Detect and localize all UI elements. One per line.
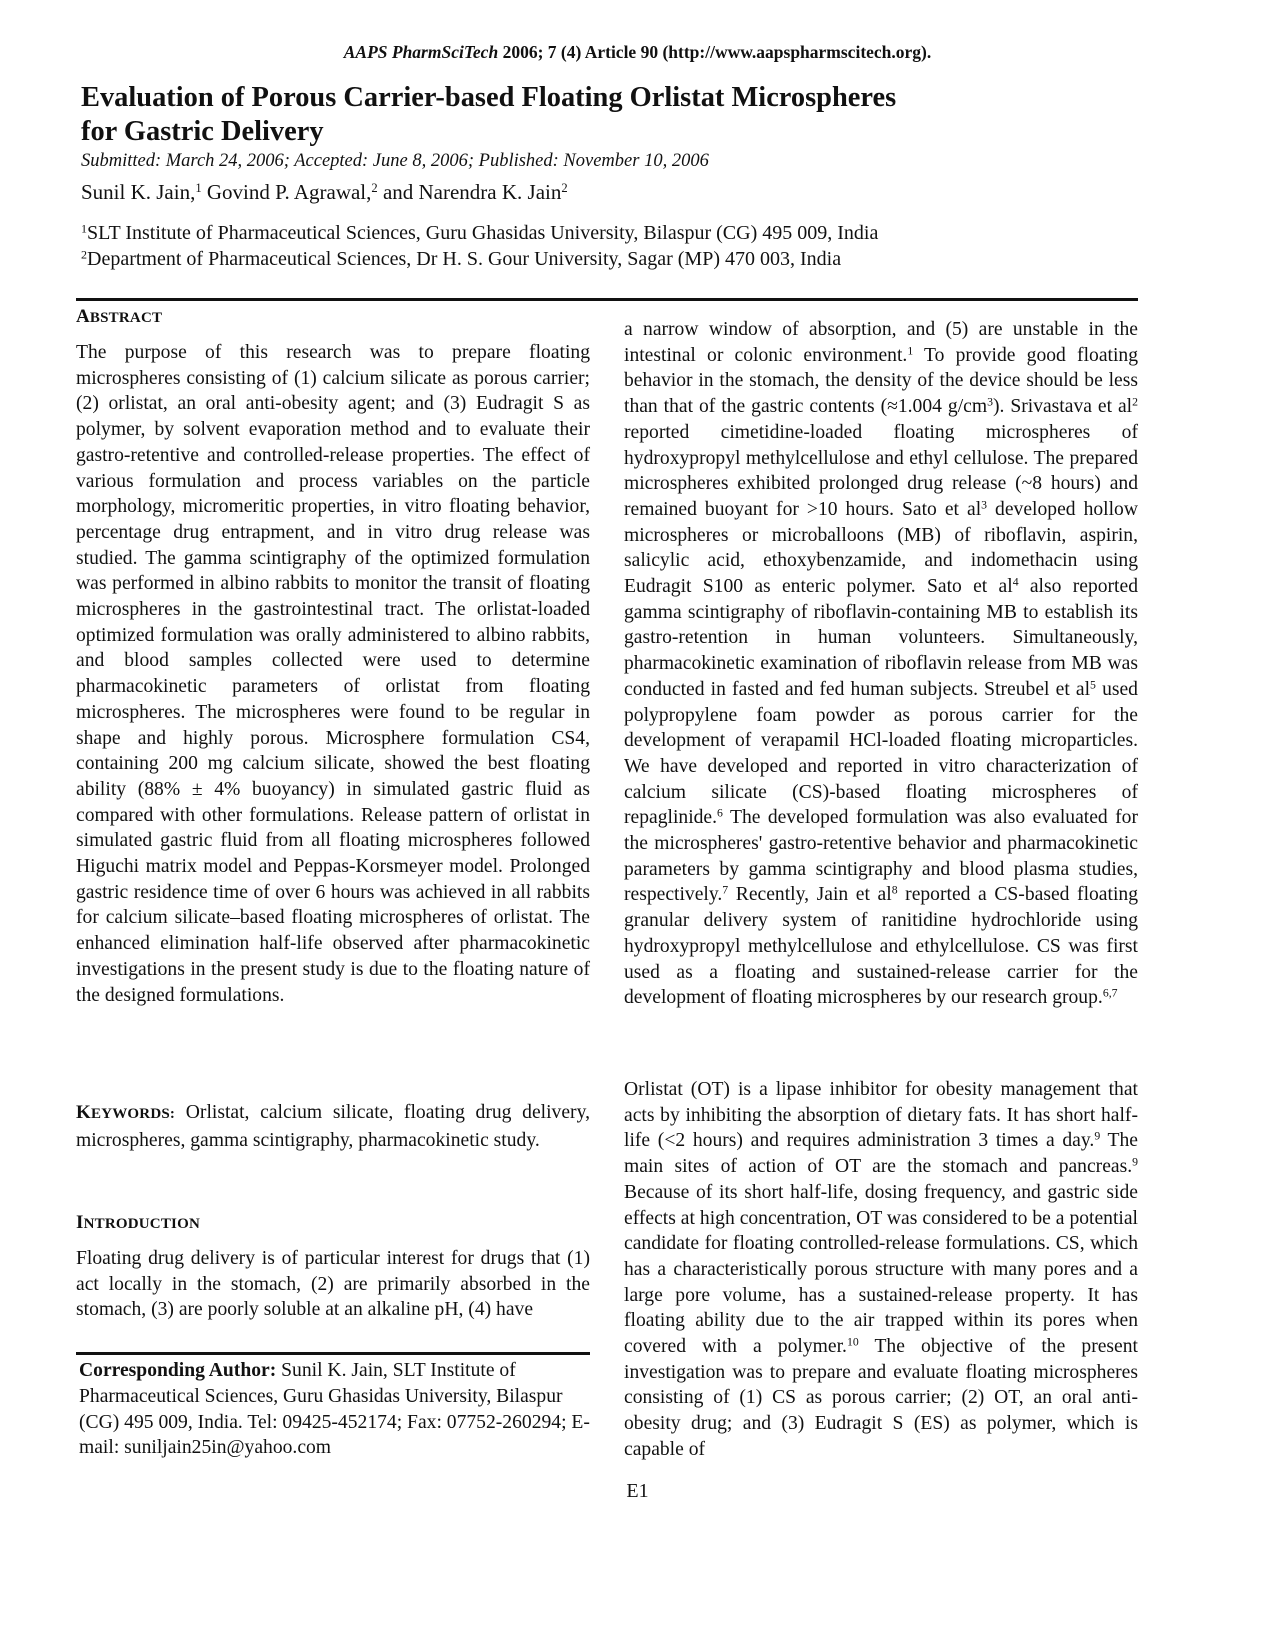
journal-name: AAPS PharmSciTech (343, 42, 499, 62)
abstract-text: The purpose of this research was to prepare floating microspheres consisting of (1) calcium silicate as porous carrier; (2) orlistat, an oral anti-obesity agent; and (3) Eudragit S as polymer, by solvent evaporation method and to evaluate their gastro-retentive and controlled-release properties. The effect of various formulation and process variables on the particle morphology, micromeritic properties, in vitro floating behavior, percentage drug entrapment, and in vitro drug release was studied. The gamma scintigraphy of the optimized formulation was performed in albino rabbits to monitor the transit of floating microspheres in the gastrointestinal tract. The orlistat-loaded optimized formulation was orally administered to albino rabbits, and blood samples collected were used to determine pharmacokinetic parameters of orlistat from floating microspheres. The microspheres were found to be regular in shape and highly porous. Microsphere formulation CS4, containing 200 mg calcium silicate, showed the best floating ability (88% ± 4% buoyancy) in simulated gastric fluid as compared with other formulations. Release pattern of orlistat in simulated gastric fluid from all floating microspheres followed Higuchi matrix model and Peppas-Korsmeyer model. Prolonged gastric residence time of over 6 hours was achieved in all rabbits for calcium silicate–based floating microspheres of orlistat. The enhanced elimination half-life observed after pharmacokinetic investigations in the present study is due to the floating nature of the designed formulations. (76, 342, 590, 1006)
citation-reference: 8 (891, 884, 898, 898)
author-affiliation-mark: 2 (561, 181, 568, 196)
text-run: The main sites of action of OT are the stomach and pancreas. (624, 1130, 1138, 1178)
text-run: reported cimetidine-loaded floating microspheres of hydroxypropyl methylcellulose and ethyl cellulose. The prepared microspheres exhibited prolonged drug release (~8 hours) and remained buoyant for >10 hours. Sato et al (624, 421, 1138, 520)
publication-dates: Submitted: March 24, 2006; Accepted: June 8, 2006; Published: November 10, 2006 (81, 151, 709, 171)
citation-reference: 9 (1132, 1155, 1138, 1169)
text-run: used polypropylene foam powder as porous carrier for the development of verapamil HCl-loaded floating microparticles. We have developed and reported in vitro characterization of calcium silicate (CS)-based floating microspheres of repaglinide. (624, 678, 1138, 829)
journal-header (0, 42, 1275, 63)
text-run: developed hollow microspheres or microballoons (MB) of riboflavin, aspirin, salicylic acid, ethoxybenzamide, and indomethacin using Eudragit S100 as enteric polymer. Sato et al (624, 498, 1139, 598)
journal-citation: 2006; 7 (4) Article 90 (http://www.aapspharmscitech.org). (498, 42, 932, 62)
introduction-heading (76, 1212, 200, 1234)
citation-reference: 5 (1090, 678, 1096, 692)
article-title (81, 80, 1061, 148)
right-column-paragraph-1 (624, 317, 1138, 1011)
text-run: reported a CS-based floating granular delivery system of ranitidine hydrochloride using hydroxypropyl methylcellulose and ethylcellulose. CS was first used as a floating and sustained-release carrier for the development of floating microspheres by our research group. (624, 884, 1138, 1009)
citation-reference: 6,7 (1102, 986, 1118, 1000)
affiliation (81, 246, 878, 272)
text-run: Orlistat (OT) is a lipase inhibitor for obesity management that acts by inhibiting the absorption of dietary fats. It has short half-life (<2 hours) and requires administration 3 times a day. (624, 1079, 1138, 1152)
corresponding-author-text: Sunil K. Jain, SLT Institute of Pharmaceutical Sciences, Guru Ghasidas University, Bilaspur (CG) 495 009, India. Tel: 09425-452174; Fax: 07752-260294; E-mail: suniljain25in@yahoo.com (79, 1360, 590, 1459)
affiliation-mark: 2 (81, 247, 87, 262)
affiliation-text: SLT Institute of Pharmaceutical Sciences, Guru Ghasidas University, Bilaspur (CG) 495 009, India (87, 222, 879, 244)
title-line-2: for Gastric Delivery (81, 115, 324, 147)
author-name: Sunil K. Jain, (81, 180, 196, 204)
author-list (81, 180, 568, 205)
abstract-body (76, 340, 590, 1008)
author-affiliation-mark: 2 (371, 181, 378, 196)
citation-reference: 3 (987, 395, 993, 409)
author-affiliation-mark: 1 (195, 181, 202, 196)
affiliation (81, 220, 878, 246)
introduction-text: Floating drug delivery is of particular interest for drugs that (1) act locally in the stomach, (2) are primarily absorbed in the stomach, (3) are poorly soluble at an alkaline pH, (4) have (76, 1248, 590, 1321)
header-divider (76, 298, 1138, 301)
heading-initial: I (76, 1212, 84, 1233)
title-line-1: Evaluation of Porous Carrier-based Floating Orlistat Microspheres (81, 81, 897, 113)
heading-rest: BSTRACT (89, 310, 163, 326)
footnote-divider (76, 1352, 590, 1355)
paragraph-text (624, 317, 1138, 1011)
label-initial: K (76, 1102, 91, 1123)
paragraph-text (624, 1077, 1138, 1463)
text-run: a narrow window of absorption, and (5) are unstable in the intestinal or colonic environment. (624, 319, 1138, 366)
affiliations (81, 220, 878, 272)
text-run: Recently, Jain et al (728, 884, 892, 906)
citation-reference: 1 (907, 344, 914, 358)
heading-rest: NTRODUCTION (83, 1216, 200, 1232)
citation-reference: 4 (1012, 575, 1019, 589)
corresponding-author (79, 1358, 593, 1461)
citation-reference: 10 (846, 1335, 859, 1349)
citation-reference: 3 (981, 498, 988, 512)
author-name: Govind P. Agrawal, (201, 180, 372, 204)
heading-initial: A (76, 306, 90, 327)
citation-reference: 2 (1132, 395, 1138, 409)
text-run: also reported gamma scintigraphy of riboflavin-containing MB to establish its gastro-retention in human volunteers. Simultaneously, pharmacokinetic examination of riboflavin release from MB was conducted in fasted and fed human subjects. Streubel et al (624, 576, 1138, 700)
label-rest: EYWORDS: (90, 1106, 176, 1122)
citation-reference: 6 (717, 806, 723, 820)
introduction-body (76, 1246, 590, 1323)
corresponding-author-label: Corresponding Author: (79, 1360, 277, 1381)
keywords-section (76, 1100, 590, 1153)
affiliation-text: Department of Pharmaceutical Sciences, Dr H. S. Gour University, Sagar (MP) 470 003, India (87, 248, 842, 270)
citation-reference: 7 (722, 884, 729, 898)
keywords-text: Orlistat, calcium silicate, floating drug delivery, microspheres, gamma scintigraphy, pharmacokinetic study. (76, 1102, 590, 1151)
abstract-heading (76, 306, 162, 328)
text-run: The objective of the present investigation was to prepare and evaluate floating microspheres consisting of (1) CS as porous carrier; (2) OT, an oral anti-obesity drug; and (3) Eudragit S (ES) as polymer, which is capable of (624, 1336, 1138, 1460)
page-number: E1 (626, 1480, 649, 1502)
affiliation-mark: 1 (81, 221, 87, 236)
text-run: Because of its short half-life, dosing frequency, and gastric side effects at high concentration, OT was considered to be a potential candidate for floating controlled-release formulations. CS, which has a characteristically porous structure with many pores and a large pore volume, has a sustained-release property. It has floating ability due to the air trapped within its pores when covered with a polymer. (624, 1181, 1138, 1358)
text-run: ). Srivastava et al (992, 396, 1133, 418)
text-run: To provide good floating behavior in the stomach, the density of the device should be less than that of the gastric contents (≈1.004 g/cm (624, 344, 1138, 418)
keywords-label (76, 1102, 175, 1123)
right-column-paragraph-2 (624, 1077, 1138, 1463)
citation-reference: 9 (1094, 1129, 1101, 1143)
author-name: and Narendra K. Jain (377, 180, 562, 204)
text-run: The developed formulation was also evaluated for the microspheres' gastro-retentive behavior and pharmacokinetic parameters by gamma scintigraphy and blood plasma studies, respectively. (624, 807, 1138, 906)
